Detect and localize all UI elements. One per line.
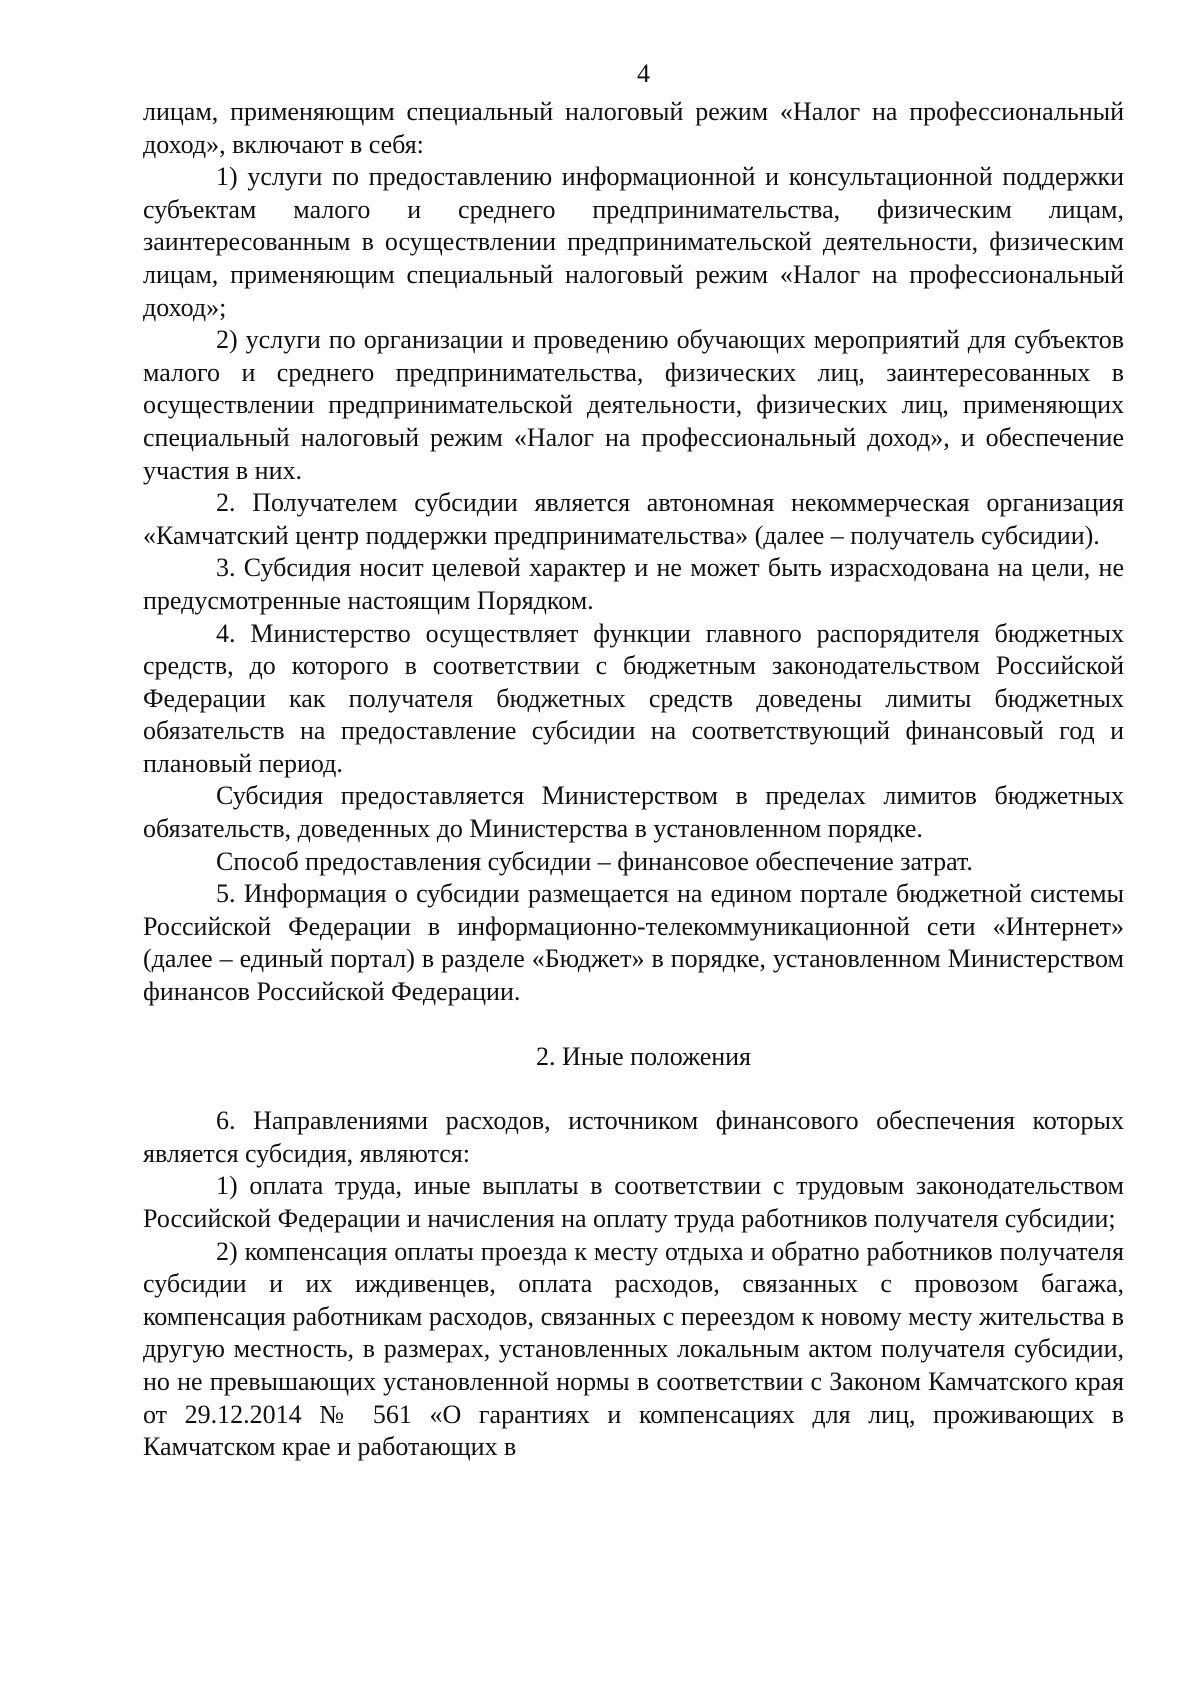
- clause-4-subsidy-method: Способ предоставления субсидии – финансовое обеспечение затрат.: [216, 846, 973, 876]
- document-body: [143, 96, 1124, 1464]
- clause-5: 5. Информация о субсидии размещается на едином портале бюджетной системы Российской Федерации в информационно-телекоммуникационной сети «Интернет» (далее – единый портал) в разделе «Бюджет» в порядке, установленном Министерством финансов Российской Федерации.: [143, 879, 1124, 1007]
- section-heading: 2. Иные положения: [535, 1041, 752, 1071]
- document-page: [143, 58, 1124, 1464]
- clause-4: 4. Министерство осуществляет функции главного распорядителя бюджетных средств, до которого в соответствии с бюджетным законодательством Российской Федерации как получателя бюджетных средств доведены лимиты бюджетных обязательств на предоставление субсидии на соответствующий финансовый год и плановый период.: [143, 618, 1124, 778]
- list-item-1: 1) услуги по предоставлению информационной и консультационной поддержки субъектам малого и среднего предпринимательства, физическим лицам, заинтересованным в осуществлении предпринимательской деятельности, физическим лицам, применяющим специальный налоговый режим «Налог на профессиональный доход»;: [143, 162, 1124, 322]
- paragraph-continuation: лицам, применяющим специальный налоговый режим «Налог на профессиональный доход», включают в себя:: [143, 97, 1124, 159]
- list-item-2: 2) услуги по организации и проведению обучающих мероприятий для субъектов малого и среднего предпринимательства, физических лиц, заинтересованных в осуществлении предпринимательской деятельности, физических лиц, применяющих специальный налоговый режим «Налог на профессиональный доход», и обеспечение участия в них.: [143, 325, 1124, 485]
- clause-3: 3. Субсидия носит целевой характер и не может быть израсходована на цели, не предусмотренные настоящим Порядком.: [143, 553, 1124, 615]
- clause-6: 6. Направлениями расходов, источником финансового обеспечения которых является субсидия, являются:: [143, 1106, 1124, 1168]
- clause-6-item-2: 2) компенсация оплаты проезда к месту отдыха и обратно работников получателя субсидии и их иждивенцев, оплата расходов, связанных с провозом багажа, компенсация работникам расходов, связанных с переездом к новому месту жительства в другую местность, в размерах, установленных локальным актом получателя субсидии, но не превышающих установленной нормы в соответствии с Законом Камчатского края от 29.12.2014 № 561 «О гарантиях и компенсациях для лиц, проживающих в Камчатском крае и работающих в: [143, 1236, 1124, 1462]
- page-number: 4: [637, 59, 650, 88]
- clause-2: 2. Получателем субсидии является автономная некоммерческая организация «Камчатский центр поддержки предпринимательства» (далее – получатель субсидии).: [143, 488, 1124, 550]
- clause-6-item-1: 1) оплата труда, иные выплаты в соответствии с трудовым законодательством Российской Федерации и начисления на оплату труда работников получателя субсидии;: [143, 1171, 1124, 1233]
- clause-4-subsidy-limits: Субсидия предоставляется Министерством в пределах лимитов бюджетных обязательств, доведенных до Министерства в установленном порядке.: [143, 781, 1124, 844]
